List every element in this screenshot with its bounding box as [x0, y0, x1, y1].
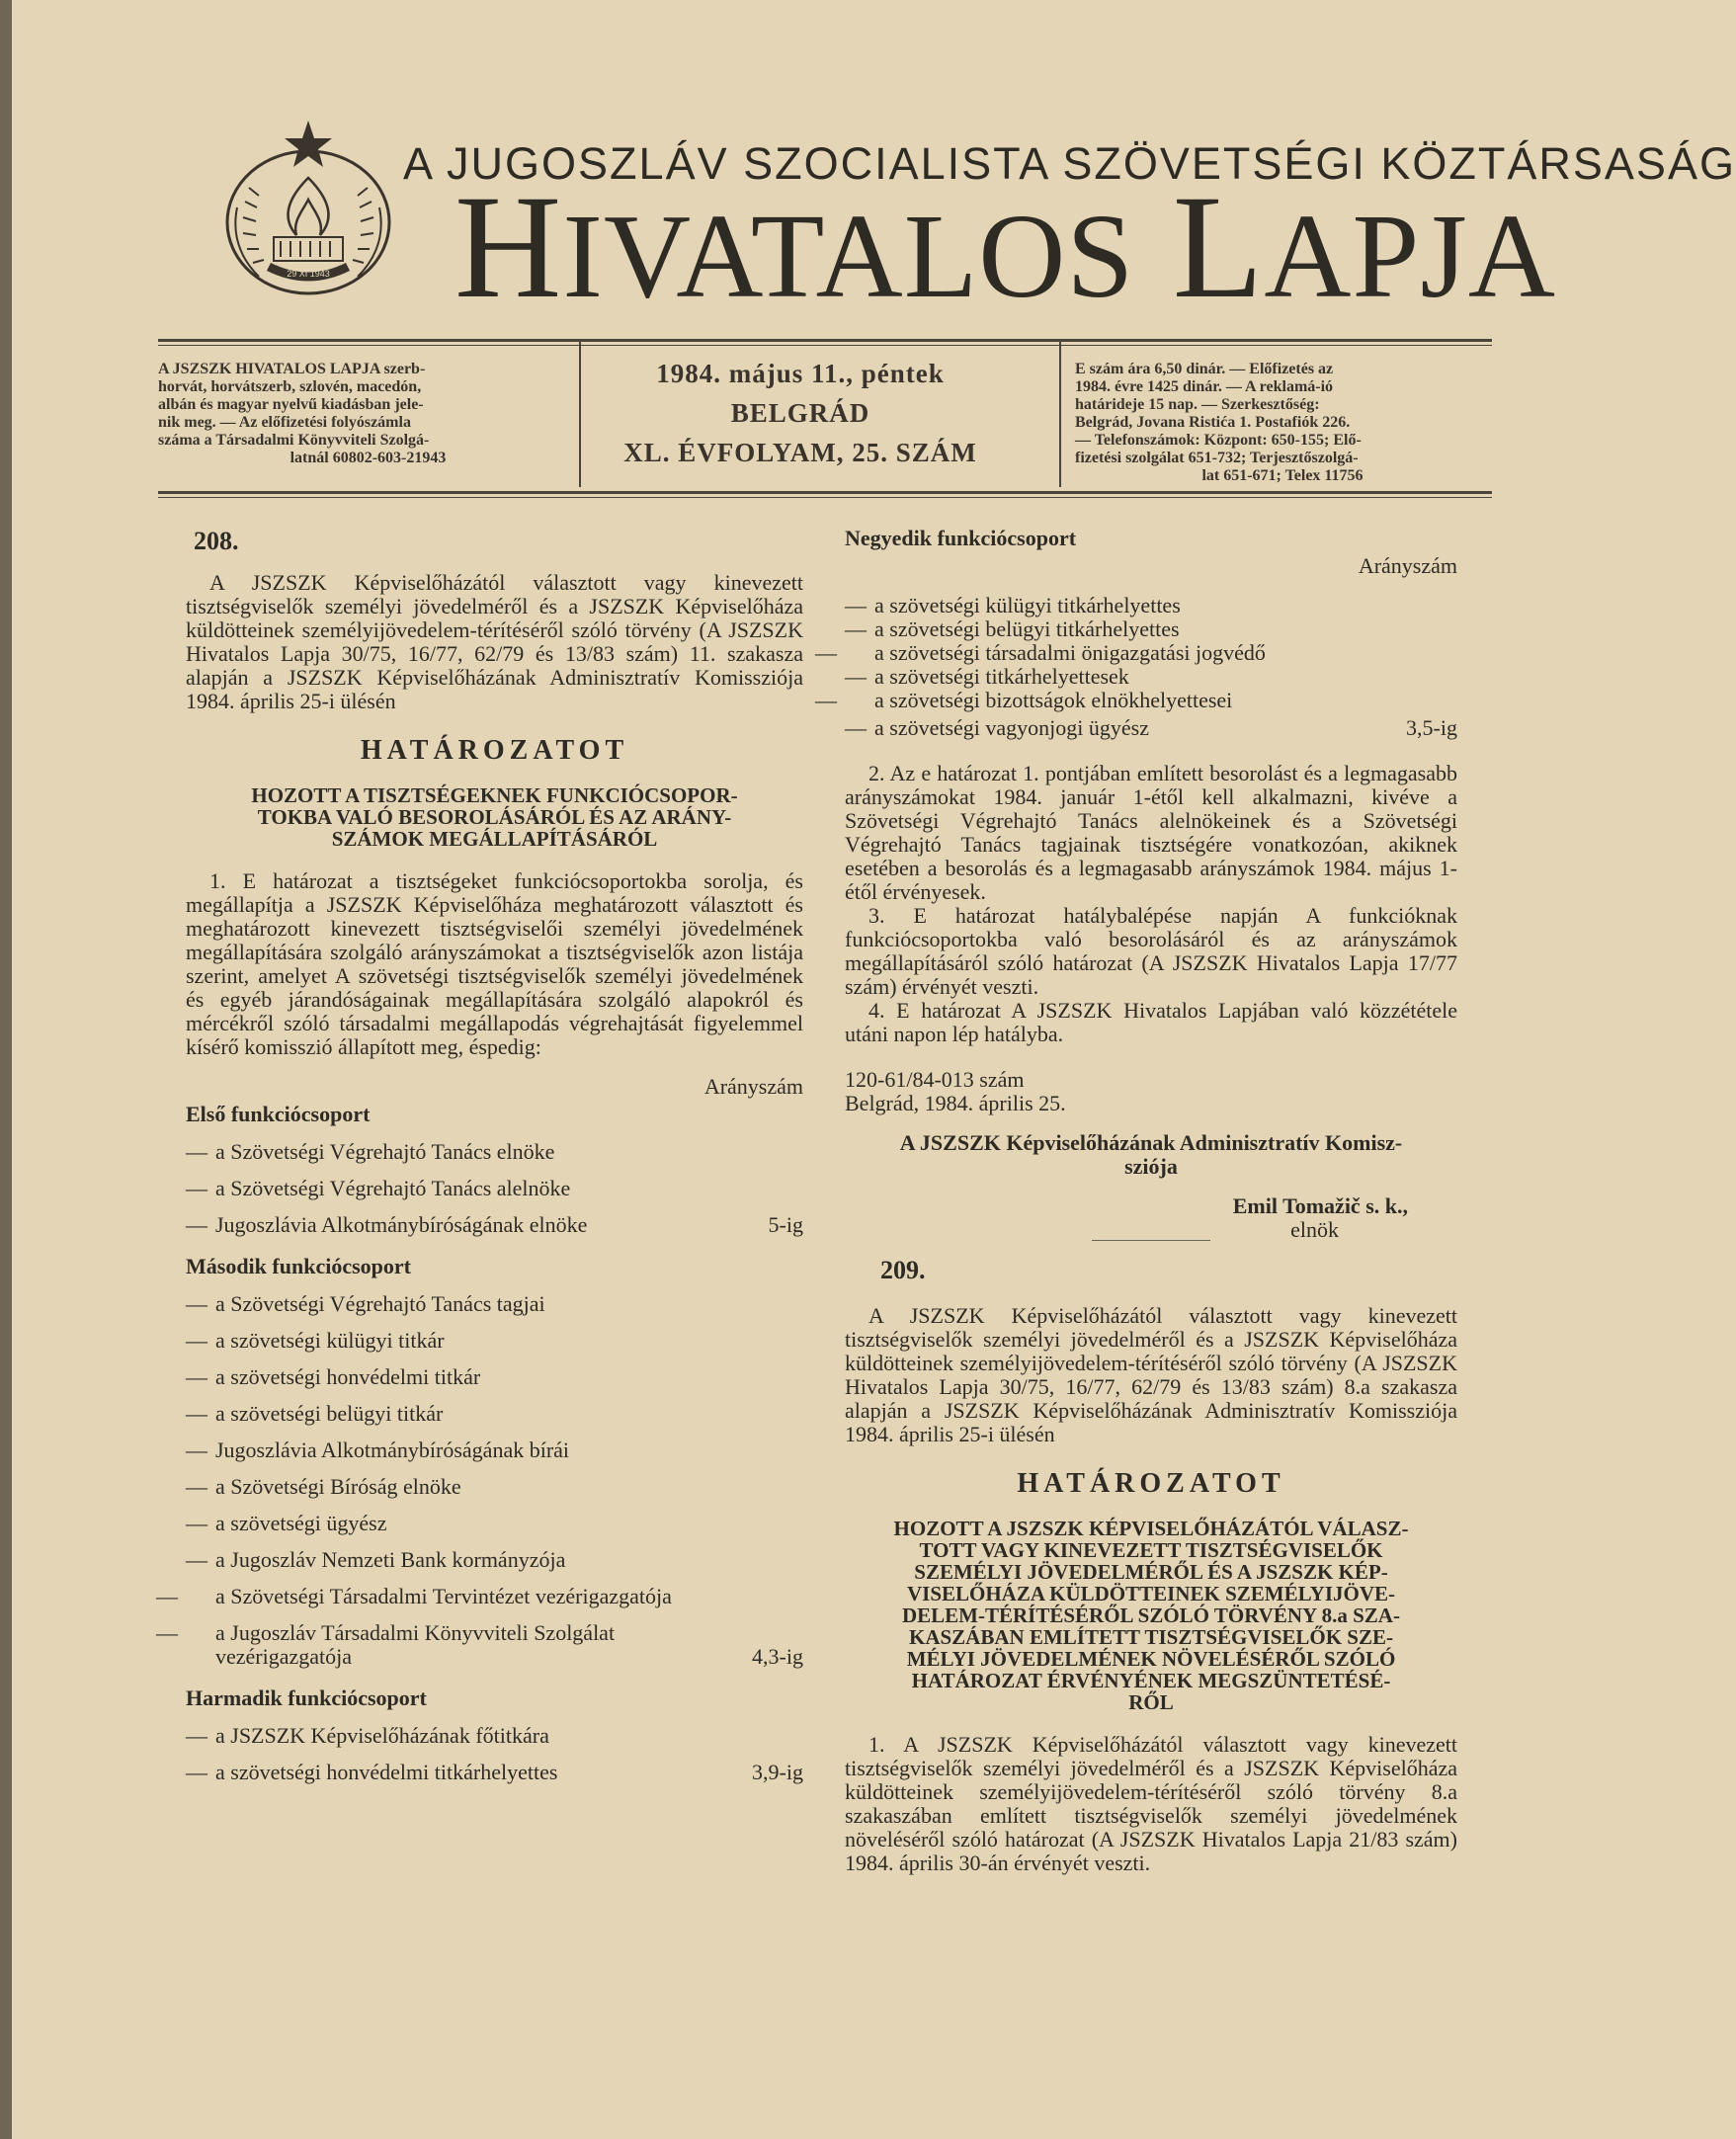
decision-intro: A JSZSZK Képviselőházától választott vagy kinevezett tisztségviselők személyi jövedelméről és a JSZSZK Képviselőháza küldötteinek személyijövedelem-térítéséről szóló törvény (A JSZSZK Hivatalos Lapja 30/75, 16/77, 62/79 és 13/83 szám) 11. szakasza alapján a JSZSZK Képviselőházának Adminisztratív Komissziója 1984. április 25-i ülésén	[186, 570, 803, 713]
info-line: A JSZSZK HIVATALOS LAPJA szerb-	[158, 361, 426, 377]
subheading-line: SZÁMOK MEGÁLLAPÍTÁSÁRÓL	[331, 827, 658, 851]
title-word2-rest: APJA	[1264, 190, 1556, 323]
reference-number: 120-61/84-013 szám	[845, 1067, 1025, 1092]
list-item: — a szövetségi külügyi titkárhelyettes	[845, 593, 1181, 617]
info-line: fizetési szolgálat 651-732; Terjesztőszolgá-	[1075, 450, 1359, 466]
subheading-line: RŐL	[1128, 1690, 1174, 1714]
issue-date: 1984. május 11., péntek	[656, 359, 945, 388]
list-item: — a szövetségi honvédelmi titkár	[186, 1364, 481, 1389]
publication-info	[158, 361, 578, 467]
group-title: Negyedik funkciócsoport	[845, 526, 1077, 550]
list-item: — a szövetségi honvédelmi titkárhelyettes 3,9-ig	[186, 1760, 803, 1784]
subheading-line: HOZOTT A TISZTSÉGEKNEK FUNKCIÓCSOPOR-	[251, 783, 738, 807]
decision-subheading	[845, 1518, 1457, 1713]
masthead-rule-bottom-thin	[158, 497, 1492, 498]
info-line: — Telefonszámok: Központ: 650-155; Elő-	[1075, 432, 1362, 449]
list-item: — a szövetségi bizottságok elnökhelyettesei	[815, 688, 1233, 712]
list-item: — a Jugoszláv Nemzeti Bank kormányzója	[186, 1547, 566, 1572]
subheading-line: SZEMÉLYI JÖVEDELMÉRŐL ÉS A JSZSZK KÉP-	[914, 1560, 1388, 1584]
decision-paragraph-4: 4. E határozat A JSZSZK Hivatalos Lapjában való közzététele utáni napon lép hatályba.	[845, 998, 1457, 1046]
decision-heading: HATÁROZATOT	[1017, 1468, 1285, 1499]
decision-heading: HATÁROZATOT	[360, 735, 629, 766]
list-item: — a szövetségi társadalmi önigazgatási jogvédő	[815, 640, 1266, 665]
right-column	[815, 526, 1457, 1875]
signer-role: elnök	[1290, 1217, 1339, 1242]
subheading-line: HATÁROZAT ÉRVÉNYÉNEK MEGSZÜNTETÉSÉ-	[911, 1669, 1391, 1692]
list-item: — a szövetségi vagyonjogi ügyész 3,5-ig	[845, 715, 1457, 740]
issuing-body	[845, 1131, 1457, 1179]
issue-city: BELGRÁD	[730, 398, 870, 428]
info-line: határideje 15 nap. — Szerkesztőség:	[1075, 396, 1320, 413]
decision-number: 209.	[880, 1256, 926, 1284]
decision-subheading	[186, 784, 803, 850]
subheading-line: KASZÁBAN EMLÍTETT TISZTSÉGVISELŐK SZE-	[909, 1625, 1393, 1649]
masthead-rule-top-thin	[158, 345, 1492, 346]
title-letter-l: L	[1172, 165, 1265, 329]
subheading-line: TOTT VAGY KINEVEZETT TISZTSÉGVISELŐK	[919, 1538, 1383, 1562]
masthead-rule-top	[158, 339, 1492, 342]
list-item: — a Jugoszláv Társadalmi Könyvviteli Szolgálat vezérigazgatója 4,3-ig	[156, 1620, 803, 1669]
title-word-rest: IVATALOS	[562, 190, 1135, 323]
list-item: — a szövetségi titkárhelyettesek	[845, 664, 1129, 689]
title-letter-h: H	[455, 165, 563, 329]
list-item: — a Szövetségi Végrehajtó Tanács alelnöke	[186, 1176, 571, 1200]
separator	[1092, 1240, 1210, 1241]
decision-paragraph-3: 3. E határozat hatálybalépése napján A funkcióknak funkciócsoportokba való besorolásáról és az arányszámok megállapításáról szóló határozat (A JSZSZK Hivatalos Lapja 17/77 szám) érvényét veszti.	[845, 903, 1457, 999]
decision-intro: A JSZSZK Képviselőházától választott vagy kinevezett tisztségviselők személyi jövedelméről és a JSZSZK Képviselőháza küldötteinek személyijövedelem-térítéséről szóló törvény (A JSZSZK Hivatalos Lapja 30/75, 16/77, 62/79 és 13/83 szám) 8.a szakasza alapján a JSZSZK Képviselőházának Adminisztratív Komissziója 1984. április 25-i ülésén	[845, 1303, 1457, 1446]
list-item: — a szövetségi külügyi titkár	[186, 1328, 445, 1353]
list-item: — a szövetségi belügyi titkárhelyettes	[845, 617, 1180, 641]
left-column	[156, 527, 803, 1797]
list-item: — a szövetségi belügyi titkár	[186, 1401, 444, 1426]
ratio-column-label: Arányszám	[703, 1074, 803, 1099]
list-item: — a szövetségi ügyész	[186, 1511, 387, 1535]
subheading-line: HOZOTT A JSZSZK KÉPVISELŐHÁZÁTÓL VÁLASZ-	[893, 1517, 1409, 1540]
signer-name: Emil Tomažič s. k.,	[1232, 1193, 1408, 1218]
decision-paragraph-1: 1. E határozat a tisztségeket funkciócsoportokba sorolja, és megállapítja a JSZSZK Képviselőháza meghatározott választott és meghatározott kinevezett tisztségviselői személyi jövedelmének megállapítására szolgáló arányszámokat a tisztségviselők azon listája szerint, amelyet A szövetségi tisztségviselők személyi jövedelmének és egyéb járandóságainak megállapítására szolgáló alapokról és mércékről szóló társadalmi megállapodás végrehajtását figyelemmel kísérő komisszió állapított meg, éspedig:	[186, 868, 803, 1059]
info-line: lat 651-671; Telex 11756	[1201, 467, 1364, 484]
masthead-rule-bottom	[158, 491, 1492, 494]
subheading-line: MÉLYI JÖVEDELMÉNEK NÖVELÉSÉRŐL SZÓLÓ	[906, 1647, 1396, 1671]
decision-paragraph-1: 1. A JSZSZK Képviselőházától választott vagy kinevezett tisztségviselők személyi jövedelméről és a JSZSZK Képviselőháza küldötteinek személyijövedelem-térítéséről szóló törvény 8.a szakaszában említett tisztségviselők személyi jövedelmének növeléséről szóló határozat (A JSZSZK Hivatalos Lapja 21/83 szám) 1984. április 30-án érvényét veszti.	[845, 1732, 1457, 1875]
list-item: — a Szövetségi Végrehajtó Tanács elnöke	[186, 1139, 555, 1164]
list-item: — Jugoszlávia Alkotmánybíróságának bírái	[186, 1438, 570, 1462]
info-line: Belgrád, Jovana Ristića 1. Postafiók 226.	[1075, 414, 1351, 431]
subheading-line: DELEM-TÉRÍTÉSÉRŐL SZÓLÓ TÖRVÉNY 8.a SZA-	[902, 1604, 1400, 1627]
issuing-body-line: A JSZSZK Képviselőházának Adminisztratív Komisz-	[899, 1130, 1403, 1155]
info-line: albán és magyar nyelvű kiadásban jele-	[158, 396, 424, 413]
group-title: Első funkciócsoport	[186, 1102, 371, 1126]
decision-paragraph-2: 2. Az e határozat 1. pontjában említett besorolást és a legmagasabb arányszámokat 1984. január 1-étől kell alkalmazni, kivéve a Szövetségi Végrehajtó Tanács alelnökeinek és a Szövetségi Végrehajtó Tanács tagjainak tisztségére vonatkozóan, akiknek esetében a besorolás és a legmagasabb arányszámok 1984. május 1-étől érvényesek.	[845, 761, 1457, 904]
scan-edge	[0, 0, 12, 2139]
ratio-column-label: Arányszám	[1358, 553, 1457, 578]
info-divider	[579, 341, 581, 487]
list-item: — Jugoszlávia Alkotmánybíróságának elnöke 5-ig	[186, 1212, 803, 1237]
info-line: E szám ára 6,50 dinár. — Előfizetés az	[1075, 361, 1334, 377]
place-date: Belgrád, 1984. április 25.	[845, 1091, 1066, 1115]
masthead-topline: A JUGOSZLÁV SZOCIALISTA SZÖVETSÉGI KÖZTÁRSASÁG	[403, 138, 1736, 189]
list-item: — a Szövetségi Bíróság elnöke	[186, 1474, 461, 1499]
group-title: Második funkciócsoport	[186, 1254, 411, 1278]
decision-number: 208.	[194, 527, 239, 555]
emblem-date: 29 XI 1943	[287, 269, 330, 279]
info-line: 1984. évre 1425 dinár. — A reklamá-ió	[1075, 378, 1334, 395]
info-divider	[1059, 341, 1061, 487]
issuing-body-line: sziója	[1124, 1154, 1178, 1179]
list-item: — a Szövetségi Végrehajtó Tanács tagjai	[186, 1291, 545, 1316]
issue-info	[593, 354, 1008, 472]
state-emblem-icon	[219, 119, 397, 301]
issue-number: XL. ÉVFOLYAM, 25. SZÁM	[623, 438, 977, 467]
info-line: száma a Társadalmi Könyvviteli Szolgá-	[158, 432, 430, 449]
info-line: latnál 60802-603-21943	[289, 450, 447, 466]
info-line: nik meg. — Az előfizetési folyószámla	[158, 414, 411, 431]
list-item: — a Szövetségi Társadalmi Tervintézet vezérigazgatója	[156, 1584, 672, 1608]
info-line: horvát, horvátszerb, szlovén, macedón,	[158, 378, 422, 395]
subheading-line: VISELŐHÁZA KÜLDÖTTEINEK SZEMÉLYIJÖVE-	[906, 1582, 1396, 1605]
list-item: — a JSZSZK Képviselőházának főtitkára	[186, 1723, 549, 1748]
price-contact-info	[1075, 361, 1490, 485]
subheading-line: TOKBA VALÓ BESOROLÁSÁRÓL ÉS AZ ARÁNY-	[257, 805, 732, 829]
masthead-title	[455, 165, 1556, 329]
group-title: Harmadik funkciócsoport	[186, 1686, 427, 1710]
